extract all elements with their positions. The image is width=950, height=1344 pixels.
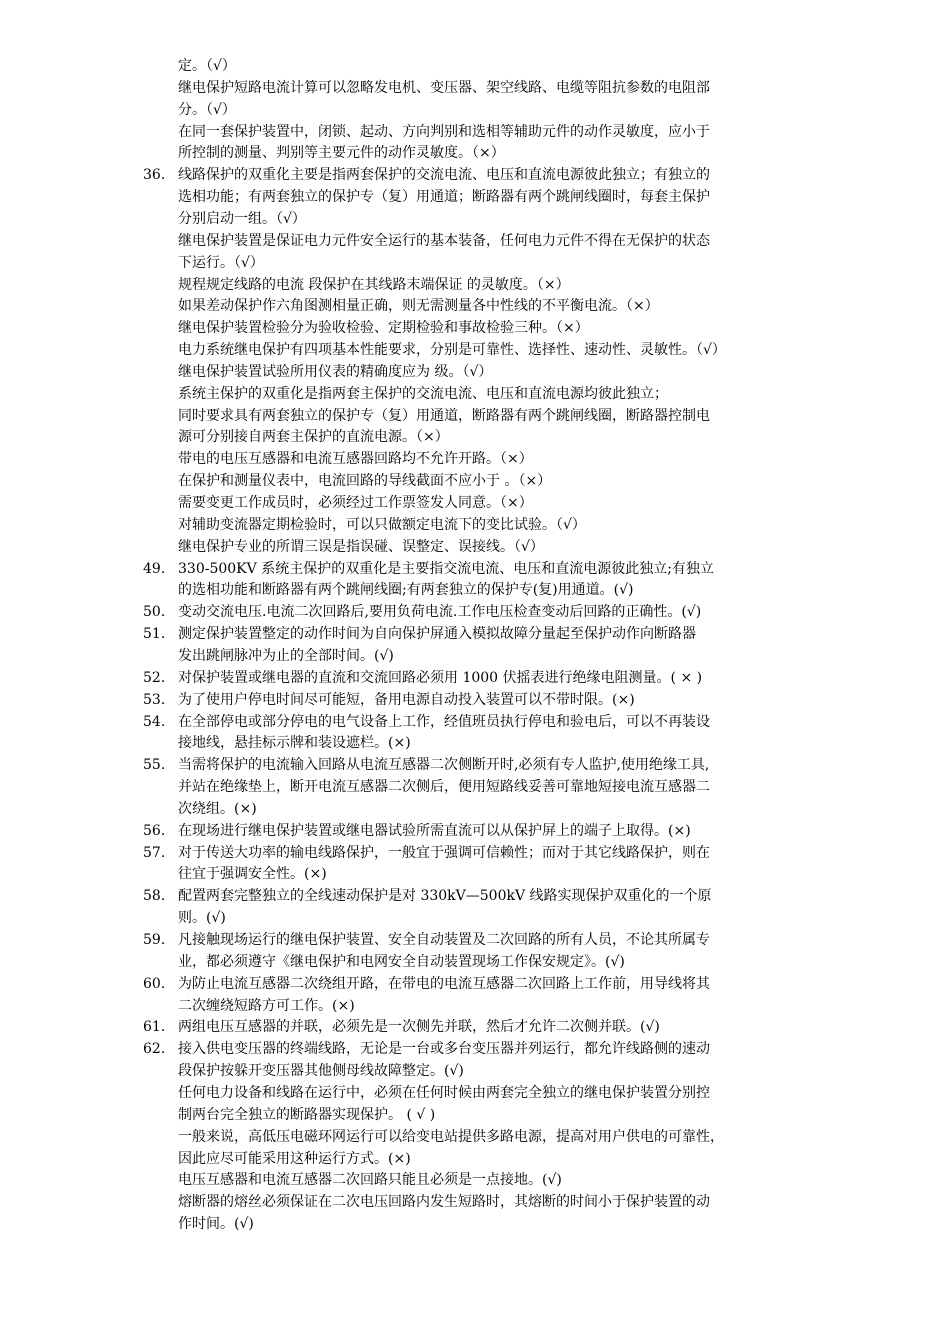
item-text-line: 在现场进行继电保护装置或继电器试验所需直流可以从保护屏上的端子上取得。(×)	[178, 822, 691, 839]
item-text-line: 对于传送大功率的输电线路保护，一般宜于强调可信赖性；而对于其它线路保护，则在	[178, 844, 710, 861]
item-text-line: 需要变更工作成员时，必须经过工作票签发人同意。（×）	[178, 495, 533, 511]
item-text-line: 并站在绝缘垫上，断开电流互感器二次侧后，便用短路线妥善可靠地短接电流互感器二	[178, 779, 710, 796]
item-text-line: 发出跳闸脉冲为止的全部时间。(√)	[178, 647, 394, 664]
item-text-line: 因此应尽可能采用这种运行方式。(×)	[178, 1150, 411, 1167]
item-number: 59.	[143, 932, 166, 948]
item-text-line: 在保护和测量仪表中，电流回路的导线截面不应小于 。（×）	[178, 473, 552, 490]
item-text-line: 熔断器的熔丝必须保证在二次电压回路内发生短路时，其熔断的时间小于保护装置的动	[178, 1194, 710, 1211]
item-text-line: 任何电力设备和线路在运行中，必须在任何时候由两套完全独立的继电保护装置分别控	[178, 1084, 710, 1101]
item-text-line: 定。（√）	[178, 58, 236, 74]
item-text-line: 如果差动保护作六角图测相量正确，则无需测量各中性线的不平衡电流。（×）	[178, 298, 659, 315]
item-number: 58.	[143, 888, 166, 905]
item-text-line: 电压互感器和电流互感器二次回路只能且必须是一点接地。(√)	[178, 1172, 562, 1189]
item-text-line: 次绕组。(×)	[178, 800, 257, 817]
item-text-line: 带电的电压互感器和电流互感器回路均不允许开路。（×）	[178, 451, 533, 468]
item-text-line: 线路保护的双重化主要是指两套保护的交流电流、电压和直流电源彼此独立；有独立的	[178, 167, 710, 184]
item-number: 54.	[143, 713, 166, 730]
item-text-line: 源可分别接自两套主保护的直流电源。（×）	[178, 429, 449, 446]
item-text-line: 在全部停电或部分停电的电气设备上工作，经值班员执行停电和验电后，可以不再装设	[178, 713, 710, 730]
item-text-line: 继电保护装置试验所用仪表的精确度应为 级。（√）	[178, 363, 493, 380]
item-text-line: 为了使用户停电时间尽可能短，备用电源自动投入装置可以不带时限。(×)	[178, 691, 635, 708]
item-text-line: 下运行。（√）	[178, 254, 264, 271]
item-text-line: 继电保护专业的所谓三误是指误碰、误整定、误接线。（√）	[178, 538, 544, 555]
item-text-line: 为防止电流互感器二次绕组开路，在带电的电流互感器二次回路上工作前，用导线将其	[178, 975, 710, 992]
item-number: 56.	[143, 822, 166, 839]
item-text-line: 在同一套保护装置中，闭锁、起动、方向判别和选相等辅助元件的动作灵敏度，应小于	[178, 123, 710, 140]
item-text-line: 330-500KV 系统主保护的双重化是主要指交流电流、电压和直流电源彼此独立;有独立	[178, 560, 714, 577]
item-number: 50.	[143, 604, 166, 621]
item-text-line: 业，都必须遵守《继电保护和电网安全自动装置现场工作保安规定》。(√)	[178, 953, 625, 970]
item-text-line: 则。(√)	[178, 910, 226, 927]
item-text-line: 分。（√）	[178, 101, 236, 118]
item-number: 57.	[143, 844, 166, 861]
item-text-line: 选相功能；有两套独立的保护专（复）用通道；断路器有两个跳闸线圈时，每套主保护	[178, 189, 710, 206]
item-number: 55.	[143, 757, 166, 774]
item-text-line: 继电保护装置检验分为验收检验、定期检验和事故检验三种。（×）	[178, 320, 589, 337]
item-text-line: 电力系统继电保护有四项基本性能要求，分别是可靠性、选择性、速动性、灵敏性。（√）	[178, 342, 726, 359]
item-text-line: 作时间。(√)	[178, 1216, 254, 1233]
item-number: 60.	[143, 975, 166, 992]
item-number: 62.	[143, 1041, 166, 1058]
item-number: 51.	[143, 626, 166, 643]
item-text-line: 所控制的测量、判别等主要元件的动作灵敏度。（×）	[178, 145, 505, 162]
item-number: 61.	[143, 1019, 166, 1036]
item-text-line: 规程规定线路的电流 段保护在其线路末端保证 的灵敏度。（×）	[178, 276, 570, 293]
item-text-line: 接地线，悬挂标示牌和装设遮栏。(×)	[178, 735, 411, 752]
item-text-line: 接入供电变压器的终端线路，无论是一台或多台变压器并列运行，都允许线路侧的速动	[178, 1041, 710, 1058]
item-text-line: 对辅助变流器定期检验时，可以只做额定电流下的变比试验。（√）	[178, 516, 586, 533]
item-text-line: 继电保护装置是保证电力元件安全运行的基本装备，任何电力元件不得在无保护的状态	[178, 232, 710, 249]
item-number: 36.	[143, 167, 166, 184]
item-text-line: 两组电压互感器的并联，必须先是一次侧先并联，然后才允许二次侧并联。(√)	[178, 1019, 660, 1036]
item-text-line: 二次缠绕短路方可工作。(×)	[178, 997, 355, 1014]
item-text-line: 制两台完全独立的断路器实现保护。 ( √ )	[178, 1106, 436, 1123]
item-text-line: 一般来说，高低压电磁环网运行可以给变电站提供多路电源，提高对用户供电的可靠性，	[178, 1128, 724, 1145]
item-text-line: 段保护按躲开变压器其他侧母线故障整定。(√)	[178, 1063, 464, 1080]
item-text-line: 测定保护装置整定的动作时间为自向保护屏通入模拟故障分量起至保护动作向断路器	[178, 626, 696, 643]
item-number: 49.	[143, 560, 166, 577]
item-text-line: 继电保护短路电流计算可以忽略发电机、变压器、架空线路、电缆等阻抗参数的电阻部	[178, 79, 710, 96]
item-text-line: 分别启动一组。（√）	[178, 210, 306, 227]
item-text-line: 系统主保护的双重化是指两套主保护的交流电流、电压和直流电源均彼此独立；	[178, 385, 668, 402]
item-text-line: 往宜于强调安全性。(×)	[178, 866, 327, 883]
item-number: 53.	[143, 691, 166, 708]
item-text-line: 对保护装置或继电器的直流和交流回路必须用 1000 伏摇表进行绝缘电阻测量。( × )	[178, 669, 703, 686]
item-text-line: 变动交流电压.电流二次回路后,要用负荷电流.工作电压检查变动后回路的正确性。(√)	[178, 604, 702, 621]
item-text-line: 凡接触现场运行的继电保护装置、安全自动装置及二次回路的所有人员，不论其所属专	[178, 932, 710, 948]
item-text-line: 配置两套完整独立的全线速动保护是对 330kV—500kV 线路实现保护双重化的一个原	[178, 888, 712, 905]
item-text-line: 同时要求具有两套独立的保护专（复）用通道，断路器有两个跳闸线圈，断路器控制电	[178, 407, 710, 424]
item-number: 52.	[143, 669, 166, 686]
item-text-line: 的选相功能和断路器有两个跳闸线圈;有两套独立的保护专(复)用通道。(√)	[178, 582, 634, 599]
item-text-line: 当需将保护的电流输入回路从电流互感器二次侧断开时,必须有专人监护,使用绝缘工具,	[178, 757, 710, 774]
